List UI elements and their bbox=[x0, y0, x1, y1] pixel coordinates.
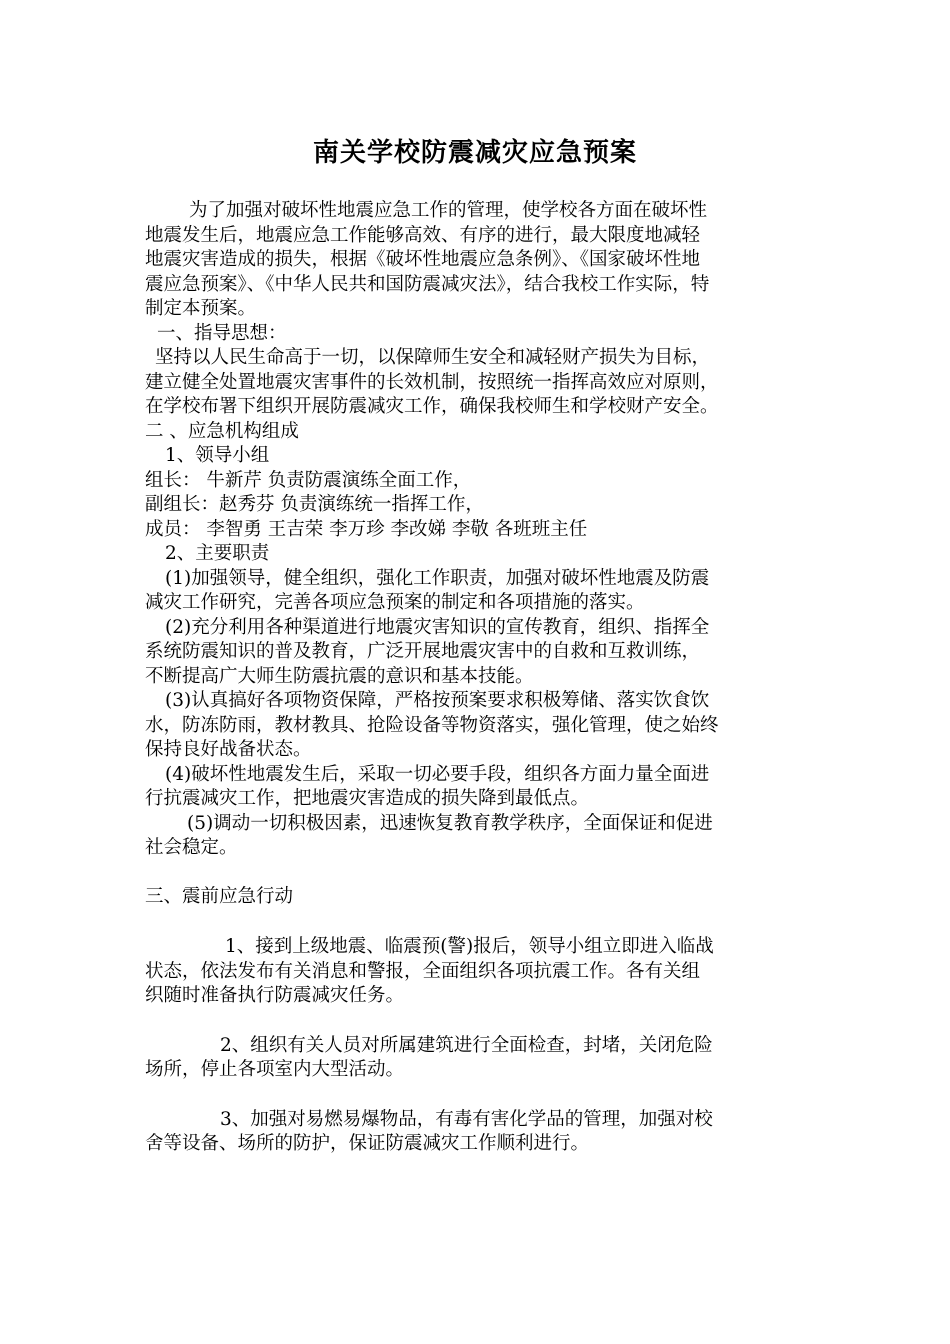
text-line: 在学校布署下组织开展防震减灾工作，确保我校师生和学校财产安全。 bbox=[145, 396, 719, 417]
document-body bbox=[145, 199, 825, 1157]
text-line: 织随时准备执行防震减灾任务。 bbox=[145, 985, 405, 1006]
duty-1 bbox=[145, 567, 825, 616]
text-line: 制定本预案。 bbox=[145, 298, 257, 319]
deputy-leader-line: 副组长：赵秀芬 负责演练统一指挥工作， bbox=[145, 494, 484, 515]
text-line: (5)调动一切积极因素，迅速恢复教育教学秩序，全面保证和促进 bbox=[187, 812, 713, 834]
intro-paragraph bbox=[145, 199, 825, 322]
text-line: 震应急预案》、《中华人民共和国防震减灾法》，结合我校工作实际，特 bbox=[145, 273, 710, 295]
section-heading-pre-earthquake-actions: 三、震前应急行动 bbox=[145, 885, 294, 907]
text-line: (2)充分利用各种渠道进行地震灾害知识的宣传教育，组织、指挥全 bbox=[165, 616, 710, 638]
text-line: 2、组织有关人员对所属建筑进行全面检查，封堵，关闭危险 bbox=[220, 1034, 713, 1056]
duty-4 bbox=[145, 763, 825, 812]
section-heading-organization: 二 、应急机构组成 bbox=[145, 420, 299, 442]
text-line: 系统防震知识的普及教育，广泛开展地震灾害中的自救和互救训练， bbox=[145, 641, 701, 662]
text-line: 行抗震减灾工作，把地震灾害造成的损失降到最低点。 bbox=[145, 788, 590, 809]
text-line: 不断提高广大师生防震抗震的意识和基本技能。 bbox=[145, 665, 534, 687]
text-line: (3)认真搞好各项物资保障，严格按预案要求积极筹储、落实饮食饮 bbox=[165, 690, 710, 711]
text-line: 建立健全处置地震灾害事件的长效机制，按照统一指挥高效应对原则， bbox=[145, 371, 719, 393]
duty-5 bbox=[145, 812, 825, 861]
text-line: 地震灾害造成的损失，根据《破坏性地震应急条例》、《国家破坏性地 bbox=[145, 249, 701, 270]
section-heading-guiding-principle: 一、指导思想： bbox=[157, 322, 287, 344]
text-line: 为了加强对破坏性地震应急工作的管理，使学校各方面在破坏性 bbox=[189, 200, 708, 221]
text-line: 水，防冻防雨，教材教具、抢险设备等物资落实，强化管理，使之始终 bbox=[145, 714, 719, 736]
duty-3 bbox=[145, 689, 825, 763]
text-line: 1、接到上级地震、临震预(警)报后，领导小组立即进入临战 bbox=[225, 936, 714, 957]
action-item-1 bbox=[145, 935, 825, 1009]
text-line: (1)加强领导，健全组织，强化工作职责，加强对破坏性地震及防震 bbox=[165, 567, 710, 589]
text-line: 减灾工作研究，完善各项应急预案的制定和各项措施的落实。 bbox=[145, 592, 645, 613]
text-line: 场所，停止各项室内大型活动。 bbox=[145, 1059, 405, 1080]
text-line: 坚持以人民生命高于一切，以保障师生安全和减轻财产损失为目标， bbox=[155, 347, 711, 368]
duty-2 bbox=[145, 616, 825, 690]
subheading-main-duties: 2、主要职责 bbox=[165, 543, 270, 564]
subheading-leadership-group: 1、领导小组 bbox=[165, 445, 270, 466]
action-item-2 bbox=[145, 1034, 825, 1083]
text-line: 地震发生后，地震应急工作能够高效、有序的进行，最大限度地减轻 bbox=[145, 224, 701, 246]
text-line: 社会稳定。 bbox=[145, 837, 238, 858]
text-line: 舍等设备、场所的防护，保证防震减灾工作顺利进行。 bbox=[145, 1133, 590, 1154]
text-line: 状态，依法发布有关消息和警报，全面组织各项抗震工作。各有关组 bbox=[145, 960, 701, 982]
members-line: 成员： 李智勇 王吉荣 李万珍 李改娣 李敬 各班班主任 bbox=[145, 518, 588, 540]
document-title: 南关学校防震减灾应急预案 bbox=[312, 138, 637, 168]
leader-line: 组长： 牛新芹 负责防震演练全面工作， bbox=[145, 469, 472, 491]
text-line: 3、加强对易燃易爆物品，有毒有害化学品的管理，加强对校 bbox=[220, 1108, 713, 1130]
action-item-3 bbox=[145, 1108, 825, 1157]
guiding-principle-paragraph bbox=[145, 346, 825, 420]
text-line: (4)破坏性地震发生后，采取一切必要手段，组织各方面力量全面进 bbox=[165, 763, 710, 785]
text-line: 保持良好战备状态。 bbox=[145, 739, 312, 760]
